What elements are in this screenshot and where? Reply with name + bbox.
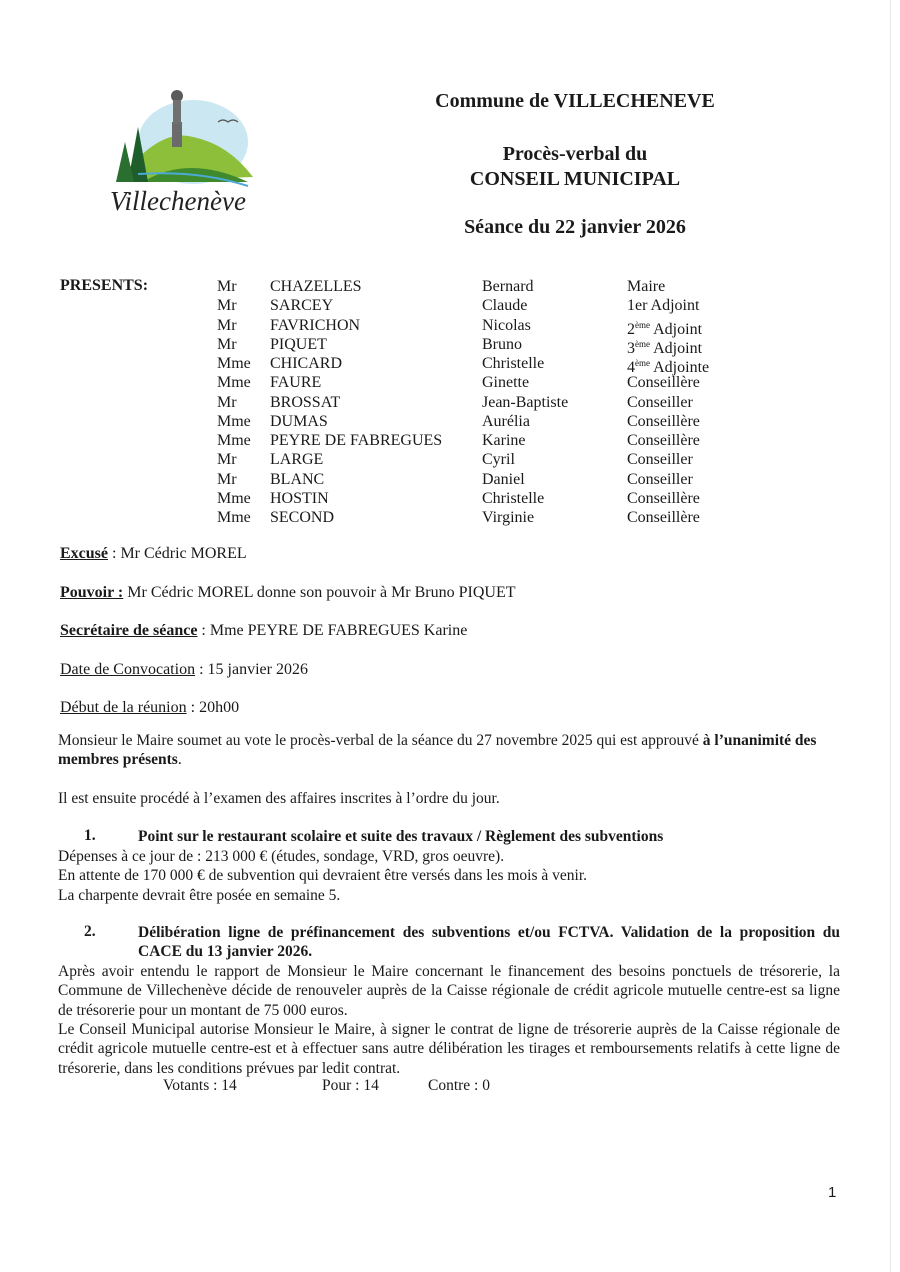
page-number: 1 — [828, 1184, 837, 1201]
member-first-name: Nicolas — [482, 316, 531, 334]
member-last-name: SARCEY — [270, 297, 334, 315]
member-role: Conseillère — [627, 412, 700, 430]
item-2-paragraph-1: Après avoir entendu le rapport de Monsieur le Maire concernant le financement des besoins ponctuels de trésorerie, la Commune de Villechenève décide de renouveler auprès de la Caisse régionale de crédit agricole mutuelle centre-est sa ligne de trésorerie pour un montant de 75 000 euros. — [58, 963, 840, 1019]
member-role: Conseiller — [627, 451, 693, 469]
item-1-title: Point sur le restaurant scolaire et suite des travaux / Règlement des subventions — [138, 828, 664, 845]
member-title: Mme — [217, 374, 251, 392]
member-first-name: Karine — [482, 432, 526, 449]
item-2-title: Délibération ligne de préfinancement des subventions et/ou FCTVA. Validation de la proposition du CACE du 13 janvier 2026. — [138, 924, 840, 961]
member-title: Mme — [217, 355, 251, 372]
convocation-line — [60, 661, 308, 679]
member-title: Mr — [217, 278, 237, 295]
member-title: Mr — [217, 393, 237, 411]
title-line-2: CONSEIL MUNICIPAL — [469, 168, 681, 190]
member-last-name: PIQUET — [270, 335, 327, 353]
member-first-name: Christelle — [482, 355, 545, 372]
member-last-name: PEYRE DE FABREGUES — [270, 432, 443, 449]
debut-label: Début de la réunion — [60, 699, 187, 716]
convocation-label: Date de Convocation — [60, 661, 196, 678]
member-first-name: Cyril — [482, 451, 515, 469]
member-last-name: FAURE — [270, 374, 322, 392]
item-2-number: 2. — [84, 923, 96, 940]
pouvoir-text: Mr Cédric MOREL donne son pouvoir à Mr Bruno PIQUET — [123, 584, 516, 601]
member-first-name: Daniel — [482, 470, 525, 488]
votants-count: Votants : 14 — [163, 1077, 237, 1094]
member-first-name: Bruno — [482, 335, 522, 353]
scan-margin-line — [890, 0, 891, 1272]
member-first-name: Claude — [482, 297, 528, 315]
member-last-name: HOSTIN — [270, 489, 329, 507]
member-first-name: Christelle — [482, 489, 545, 507]
member-role: 1er Adjoint — [627, 297, 700, 315]
logo-text: Villechenève — [110, 186, 246, 216]
member-title: Mr — [217, 297, 237, 315]
document-title — [365, 142, 785, 192]
pouvoir-line — [60, 584, 516, 602]
member-last-name: LARGE — [270, 451, 324, 469]
item-1-line: En attente de 170 000 € de subvention qui devraient être versés dans les mois à venir. — [58, 867, 588, 885]
item-1-line: Dépenses à ce jour de : 213 000 € (études, sondage, VRD, gros oeuvre). — [58, 848, 505, 865]
title-line-1: Procès-verbal du — [502, 143, 648, 165]
member-role: Conseillère — [627, 432, 700, 449]
member-first-name: Virginie — [482, 509, 535, 526]
member-role: 3ème Adjoint — [627, 338, 703, 357]
intro-paragraph — [58, 731, 840, 770]
member-role: Conseillère — [627, 489, 700, 507]
member-last-name: DUMAS — [270, 412, 328, 430]
member-last-name: FAVRICHON — [270, 316, 361, 334]
member-role: Conseillère — [627, 509, 700, 526]
member-first-name: Bernard — [482, 278, 534, 295]
debut-text: : 20h00 — [186, 699, 240, 716]
excuse-line — [60, 545, 247, 563]
commune-logo — [98, 82, 258, 232]
secretaire-line — [60, 622, 467, 640]
member-role: Conseiller — [627, 393, 693, 411]
member-title: Mr — [217, 470, 237, 488]
secretaire-text: : Mme PEYRE DE FABREGUES Karine — [197, 622, 468, 639]
member-last-name: BLANC — [270, 470, 325, 488]
logo-illustration — [98, 82, 258, 192]
debut-line — [60, 699, 239, 717]
member-last-name: CHAZELLES — [270, 278, 362, 295]
convocation-text: : 15 janvier 2026 — [195, 661, 308, 678]
member-title: Mr — [217, 316, 237, 334]
intro-end: . — [177, 751, 182, 769]
member-first-name: Ginette — [482, 374, 530, 392]
commune-title: Commune de VILLECHENEVE — [435, 90, 715, 112]
ordre-du-jour-text: Il est ensuite procédé à l’examen des affaires inscrites à l’ordre du jour. — [58, 790, 500, 807]
item-1-line: La charpente devrait être posée en semaine 5. — [58, 886, 341, 904]
excuse-label: Excusé — [60, 545, 108, 562]
member-role: Conseiller — [627, 470, 693, 488]
session-date: Séance du 22 janvier 2026 — [464, 216, 686, 238]
member-title: Mme — [217, 489, 251, 507]
member-first-name: Jean-Baptiste — [482, 393, 569, 411]
member-last-name: SECOND — [270, 509, 335, 526]
intro-text: Monsieur le Maire soumet au vote le procès-verbal de la séance du 27 novembre 2025 qui est approuvé — [58, 732, 703, 749]
member-role: 4ème Adjointe — [627, 358, 710, 376]
member-role: Conseillère — [627, 374, 700, 392]
presents-label: PRESENTS: — [60, 277, 149, 294]
intro-bold: à l’unanimité des membres présents — [58, 732, 817, 769]
secretaire-label: Secrétaire de séance — [60, 622, 198, 639]
member-last-name: BROSSAT — [270, 393, 341, 411]
member-title: Mme — [217, 432, 251, 449]
member-last-name: CHICARD — [270, 355, 343, 372]
member-title: Mme — [217, 509, 251, 526]
contre-count: Contre : 0 — [428, 1077, 490, 1094]
pour-count: Pour : 14 — [322, 1077, 379, 1094]
member-title: Mr — [217, 451, 237, 469]
member-title: Mr — [217, 335, 237, 353]
pouvoir-label: Pouvoir : — [60, 584, 124, 601]
excuse-text: : Mr Cédric MOREL — [108, 545, 247, 562]
item-1-body — [58, 847, 840, 905]
item-2-paragraph-2: Le Conseil Municipal autorise Monsieur le Maire, à signer le contrat de ligne de trésorerie auprès de la Caisse régionale de crédit agricole mutuelle centre-est et à effectuer sans autre délibération les tirages et remboursements relatifs à cette ligne de trésorerie, dans les conditions prévues par ledit contrat. — [58, 1021, 840, 1077]
member-first-name: Aurélia — [482, 412, 530, 430]
member-role: Maire — [627, 278, 666, 295]
item-1-number: 1. — [84, 827, 96, 844]
member-role: 2ème Adjoint — [627, 319, 703, 338]
member-title: Mme — [217, 412, 251, 430]
